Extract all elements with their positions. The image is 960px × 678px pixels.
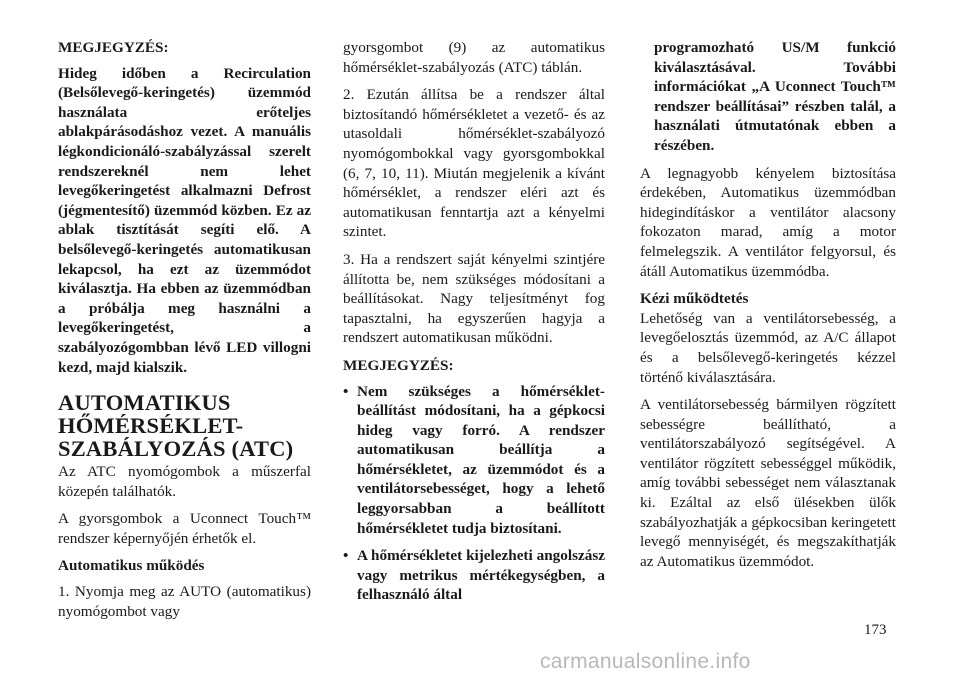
bullet-item	[343, 382, 605, 539]
paragraph: gyorsgombot (9) az automatikus hőmérséklet-szabályozás (ATC) táblán.	[343, 39, 605, 76]
note-text: Hideg időben a Recirculation (Belsőlevegő-keringetés) üzemmód használata erőteljes ablakpárásodáshoz vezet. A manuális légkondicionáló-szabályzással szerelt rendszereknél nem lehet levegőkeringetést alkalmazni Defrost (jégmentesítő) üzemmód közben. Ez az ablak tisztítását segíti elő. A belsőlevegő-keringetés automatikusan lekapcsol, ha ezt az üzemmódot kiválasztja. Ha ebben az üzemmódban a próbálja meg használni a levegőkeringetést, a szabályozógombban lévő LED villogni kezd, majd kialszik.	[58, 64, 311, 376]
page-number: 173	[864, 622, 887, 638]
step-3: 3. Ha a rendszert saját kényelmi szintjére állította be, nem szükséges módosítani a beállításokat. Nagy teljesítményt fog tapasztalni, ha egyszerűen hagyja a rendszert automatikusan működni.	[343, 250, 605, 347]
step-1: 1. Nyomja meg az AUTO (automatikus) nyomógombot vagy	[58, 583, 311, 620]
paragraph: A gyorsgombok a Uconnect Touch™ rendszer képernyőjén érhetők el.	[58, 510, 311, 547]
note-heading: MEGJEGYZÉS:	[58, 39, 169, 56]
step-2: 2. Ezután állítsa be a rendszer által biztosítandó hőmérsékletet a vezető- és az utasoldali hőmérséklet-szabályozó nyomógombokkal vagy gyorsgombokkal (6, 7, 10, 11). Miután megjelenik a kívánt hőmérséklet, a rendszer eléri azt és automatikusan fenntartja azt a kényelmi szintet.	[343, 86, 605, 241]
column-2	[343, 38, 605, 613]
bullet-text: A hőmérsékletet kijelezheti angolszász vagy metrikus mértékegységben, a felhasználó által	[357, 547, 605, 604]
watermark: carmanualsonline.info	[540, 650, 751, 673]
bullet-continuation: programozható US/M funkció kiválasztásával. További információkat „A Uconnect Touch™ rendszer beállításai” részben talál, a használati útmutatónak ebben a részében.	[654, 39, 896, 154]
paragraph: A legnagyobb kényelem biztosítása érdekében, Automatikus üzemmódban hidegindításkor a ventilátor alacsony fokozaton marad, amíg a motor felmelegszik. A ventilátor felgyorsul, és átáll Automatikus üzemmódba.	[640, 164, 896, 280]
column-1	[58, 38, 311, 629]
section-heading: AUTOMATIKUS HŐMÉRSÉKLET-SZABÁLYOZÁS (ATC)	[58, 390, 294, 462]
subheading: Kézi működtetés	[640, 290, 749, 308]
paragraph: Az ATC nyomógombok a műszerfal közepén találhatók.	[58, 463, 311, 500]
bullet-item	[343, 546, 605, 605]
column-3	[640, 38, 896, 579]
paragraph: A ventilátorsebesség bármilyen rögzített sebességre beállítható, a ventilátorszabályozó segítségével. A ventilátor rögzített sebességgel működik, amíg további sebességet nem választanak ki. Ezáltal az első ülésekben ülők szabályozhatják a gépkocsiban keringetett levegő mennyiségét, és megszakíthatják az Automatikus üzemmódot.	[640, 396, 896, 570]
bullet-dot: •	[343, 382, 349, 400]
subheading: Automatikus működés	[58, 557, 205, 575]
bullet-text: Nem szükséges a hőmérséklet-beállítást módosítani, ha a gépkocsi hideg vagy forró. A rendszer automatikusan beállítja a hőmérsékletet, az üzemmódot és a ventilátorsebességet, hogy a lehető leggyorsabban a beállított hőmérsékletet tudja biztosítani.	[357, 382, 605, 537]
paragraph: Lehetőség van a ventilátorsebesség, a levegőelosztás üzemmód, az A/C állapot és a belsőlevegő-keringetés kézzel történő kiválasztására.	[640, 309, 896, 386]
note-heading: MEGJEGYZÉS:	[343, 356, 454, 374]
bullet-dot: •	[343, 547, 349, 565]
